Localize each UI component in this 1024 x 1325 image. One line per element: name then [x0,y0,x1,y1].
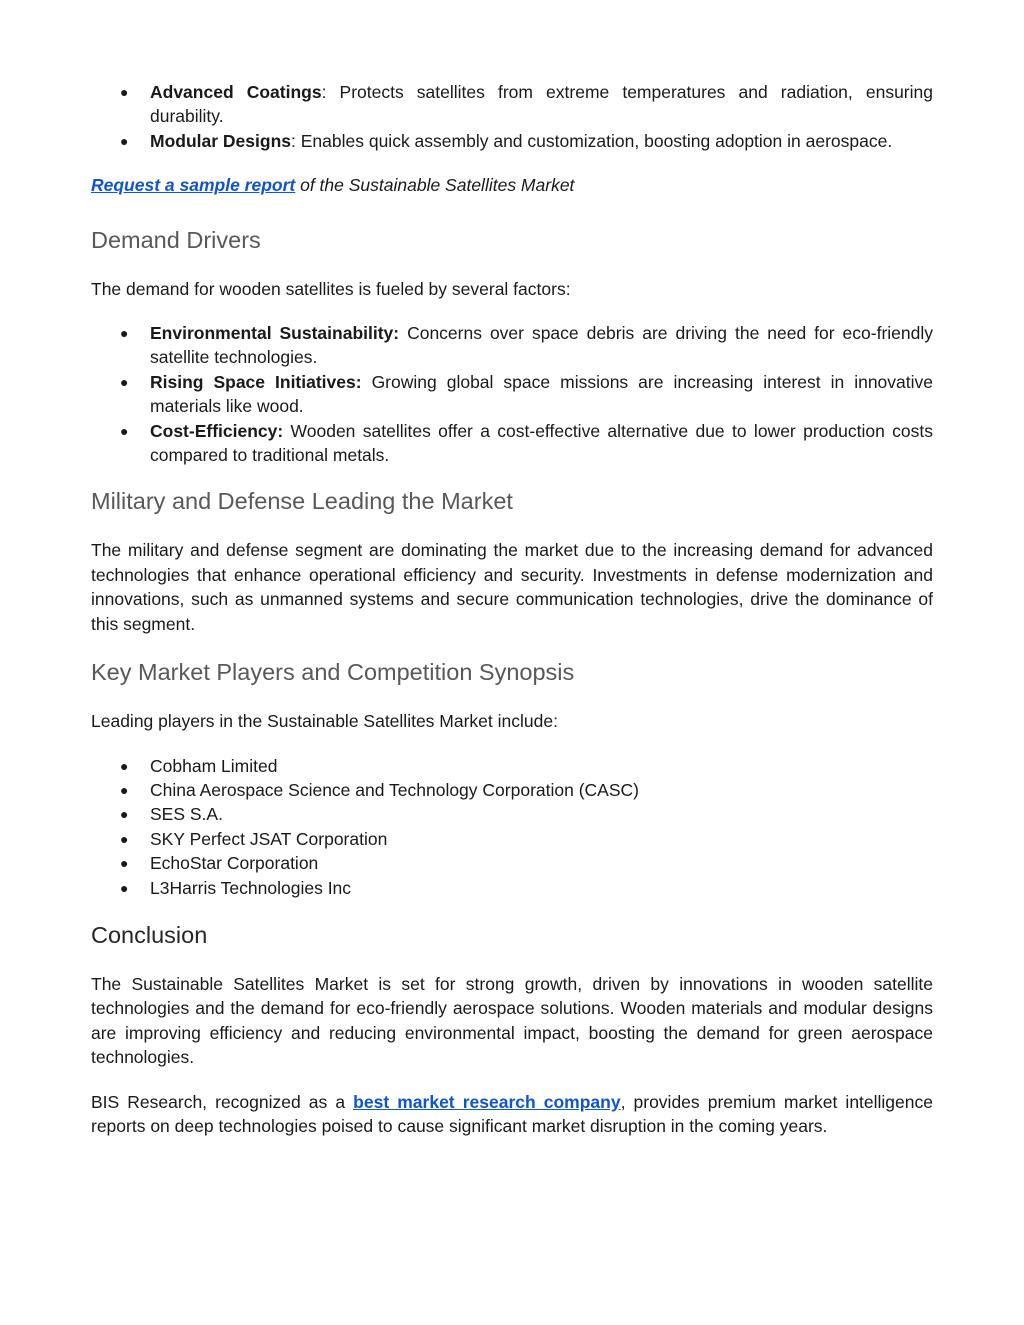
bullet-text: Enables quick assembly and customization, boosting adoption in aerospace. [295,130,893,151]
player-name: L3Harris Technologies Inc [150,877,352,898]
bullet-icon: ● [120,325,129,342]
bullet-separator: : [321,82,327,102]
conclusion-paragraph: The Sustainable Satellites Market is set for strong growth, driven by innovations in wooden satellite technologies and the demand for eco-friendly aerospace solutions. Wooden materials and modular designs are improving efficiency and reducing environmental impact, boosting the demand for green aerospace technologies. [91,973,933,1068]
bis-text-after: , provides premium market intelligence reports on deep technologies poised to cause significant market disruption in the coming years. [91,1091,933,1136]
bullet-icon: ● [120,422,129,439]
player-name: China Aerospace Science and Technology Corporation (CASC) [150,779,639,800]
bullet-text: Growing global space missions are increasing interest in innovative materials like wood. [150,371,934,417]
best-market-research-company-link[interactable]: best market research company [353,1091,621,1112]
bis-research-paragraph [91,1090,933,1139]
bullet-text: Wooden satellites offer a cost-effective alternative due to lower production costs compared to traditional metals. [150,420,933,466]
bullet-term: Cost-Efficiency: [150,420,284,441]
bullet-term: Modular Designs [150,130,291,151]
bullet-icon: ● [120,830,129,847]
demand-drivers-heading: Demand Drivers [91,226,261,253]
conclusion-heading: Conclusion [91,921,208,948]
request-sample-report-link[interactable]: Request a sample report [91,175,296,196]
list-item [91,80,933,129]
player-name: EchoStar Corporation [150,853,319,874]
bullet-icon: ● [120,879,129,896]
bullet-icon: ● [120,781,129,798]
military-defense-paragraph: The military and defense segment are dominating the market due to the increasing demand for advanced technologies that enhance operational efficiency and security. Investments in defense modernization and innovations, such as unmanned systems and secure communication technologies, drive the dominance of this segment. [91,540,933,634]
demand-intro: The demand for wooden satellites is fueled by several factors: [91,278,571,299]
bullet-separator: : [291,130,296,151]
sample-report-line [91,173,933,197]
list-item [91,754,933,778]
bullet-term: Environmental Sustainability: [150,323,400,344]
bullet-term: Advanced Coatings [150,82,322,102]
list-item [91,851,933,875]
list-item [91,802,933,826]
list-item [91,370,933,419]
player-name: SKY Perfect JSAT Corporation [150,828,388,849]
players-intro: Leading players in the Sustainable Satellites Market include: [91,711,558,732]
bullet-icon: ● [120,855,129,872]
bullet-text: Protects satellites from extreme temperatures and radiation, ensuring durability. [150,82,933,127]
bullet-icon: ● [120,373,129,390]
player-name: Cobham Limited [150,755,278,776]
list-item [91,419,933,468]
list-item [91,129,933,153]
bullet-icon: ● [120,132,129,149]
intro-bullet-list [91,80,933,153]
list-item [91,827,933,851]
key-players-heading: Key Market Players and Competition Synopsis [91,659,575,686]
bullet-icon: ● [120,757,129,774]
military-defense-heading: Military and Defense Leading the Market [91,488,513,515]
player-name: SES S.A. [150,804,223,825]
bullet-icon: ● [120,806,129,823]
list-item [91,876,933,900]
bullet-term: Rising Space Initiatives: [150,371,362,392]
list-item [91,321,933,370]
list-item [91,778,933,802]
bullet-text: Concerns over space debris are driving the need for eco-friendly satellite technologies. [150,323,933,368]
sample-report-text: of the Sustainable Satellites Market [295,175,575,196]
document-page [91,80,933,1138]
bullet-icon: ● [120,84,129,100]
demand-bullet-list [91,321,933,467]
players-bullet-list [91,754,933,900]
bis-text-before: BIS Research, recognized as a [91,1091,354,1112]
